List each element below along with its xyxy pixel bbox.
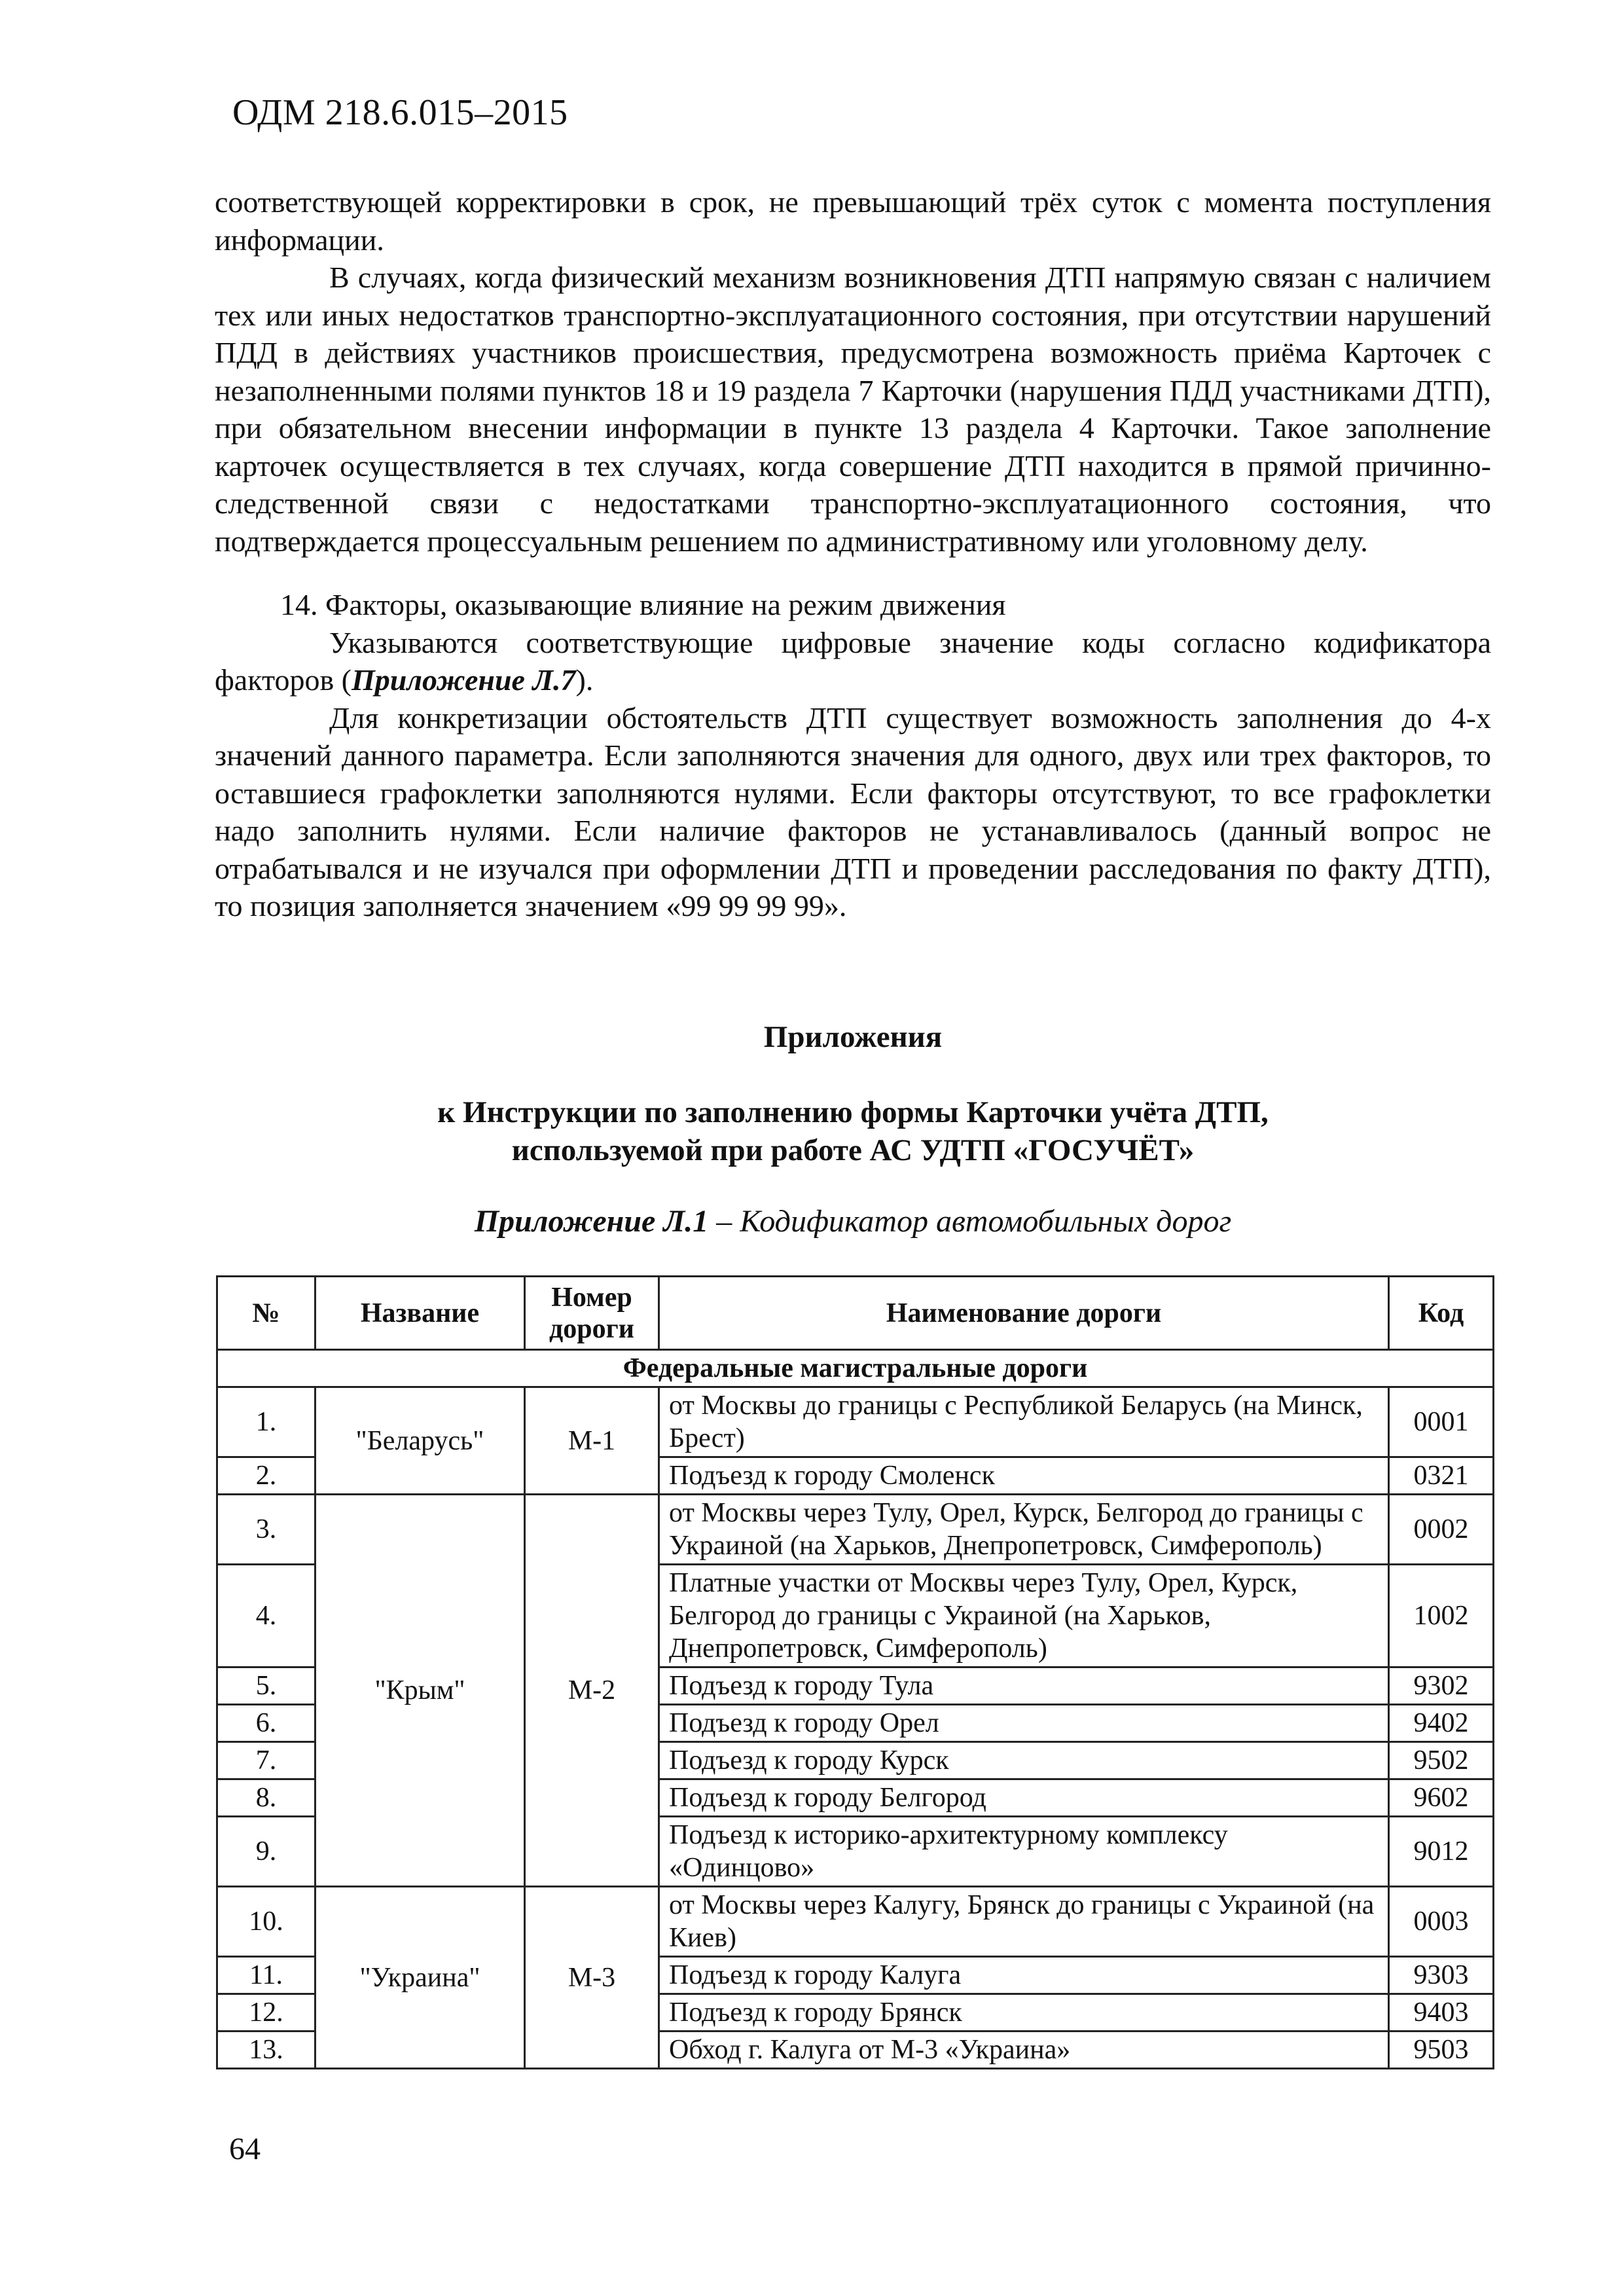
header-road-number: Номер дороги [525,1277,659,1350]
road-title: "Украина" [316,1887,525,2069]
road-number: М-3 [525,1887,659,2069]
road-name: Подъезд к городу Курск [659,1742,1389,1779]
section-row [217,1350,1494,1387]
road-code: 0003 [1389,1887,1494,1957]
document-code-header: ОДМ 218.6.015–2015 [232,92,568,133]
road-codifier-table [216,1275,1494,2069]
subheading-line: используемой при работе АС УДТП «ГОСУЧЁТ» [511,1133,1195,1167]
road-name: Подъезд к городу Белгород [659,1779,1389,1817]
road-code: 9303 [1389,1957,1494,1994]
appendix-subheading [215,1093,1491,1169]
table-caption [215,1203,1491,1239]
row-num: 9. [217,1817,316,1887]
road-name: Подъезд к городу Калуга [659,1957,1389,1994]
table-row [217,1387,1494,1457]
road-title: "Крым" [316,1495,525,1887]
road-code: 9012 [1389,1817,1494,1887]
appendix-reference: Приложение Л.7 [352,663,576,697]
road-code: 0001 [1389,1387,1494,1457]
body-text [215,183,1491,925]
row-num: 6. [217,1705,316,1742]
row-num: 3. [217,1495,316,1565]
road-code: 0321 [1389,1457,1494,1495]
header-code: Код [1389,1277,1494,1350]
section-title: Федеральные магистральные дороги [217,1350,1494,1387]
road-code: 1002 [1389,1565,1494,1667]
road-number: М-1 [525,1387,659,1495]
row-num: 5. [217,1667,316,1705]
table-header-row [217,1277,1494,1350]
row-num: 13. [217,2032,316,2069]
paragraph: соответствующей корректировки в срок, не превышающий трёх суток с момента поступления информации. [215,185,1491,257]
row-num: 4. [217,1565,316,1667]
road-name: Подъезд к историко-архитектурному комплексу «Одинцово» [659,1817,1389,1887]
road-name: от Москвы через Тулу, Орел, Курск, Белгород до границы с Украиной (на Харьков, Днепропетровск, Симферополь) [659,1495,1389,1565]
road-code: 9602 [1389,1779,1494,1817]
paragraph: Для конкретизации обстоятельств ДТП существует возможность заполнения до 4-х значений данного параметра. Если заполняются значения для одного, двух или трех факторов, то оставшиеся графоклетки заполняются нулями. Если факторы отсутствуют, то все графоклетки надо заполнить нулями. Если наличие факторов не устанавливалось (данный вопрос не отрабатывался и не изучался при оформлении ДТП и проведении расследования по факту ДТП), то позиция заполняется значением «99 99 99 99». [215,701,1491,922]
row-num: 10. [217,1887,316,1957]
row-num: 2. [217,1457,316,1495]
row-num: 12. [217,1994,316,2032]
road-name: Подъезд к городу Смоленск [659,1457,1389,1495]
road-code: 9302 [1389,1667,1494,1705]
road-name: Платные участки от Москвы через Тулу, Орел, Курск, Белгород до границы с Украиной (на Харьков, Днепропетровск, Симферополь) [659,1565,1389,1667]
road-code: 9502 [1389,1742,1494,1779]
row-num: 11. [217,1957,316,1994]
header-road-name: Наименование дороги [659,1277,1389,1350]
header-num: № [217,1277,316,1350]
road-name: от Москвы до границы с Республикой Беларусь (на Минск, Брест) [659,1387,1389,1457]
table-row [217,1887,1494,1957]
road-number: М-2 [525,1495,659,1887]
road-title: "Беларусь" [316,1387,525,1495]
item-14-title: 14. Факторы, оказывающие влияние на режим движения [280,588,1006,621]
row-num: 1. [217,1387,316,1457]
caption-reference: Приложение Л.1 [474,1204,709,1239]
road-code: 9402 [1389,1705,1494,1742]
header-name: Название [316,1277,525,1350]
road-code: 0002 [1389,1495,1494,1565]
road-name: Подъезд к городу Брянск [659,1994,1389,2032]
paragraph [215,624,1491,699]
road-name: Подъезд к городу Тула [659,1667,1389,1705]
caption-text: – Кодификатор автомобильных дорог [708,1204,1232,1239]
road-code: 9403 [1389,1994,1494,2032]
paragraph-text: Указываются соответствующие цифровые значение коды согласно кодификатора факторов ( [215,625,1491,697]
road-name: Обход г. Калуга от М-3 «Украина» [659,2032,1389,2069]
road-code: 9503 [1389,2032,1494,2069]
road-name: от Москвы через Калугу, Брянск до границы с Украиной (на Киев) [659,1887,1389,1957]
road-name: Подъезд к городу Орел [659,1705,1389,1742]
page-number: 64 [229,2132,261,2166]
paragraph: В случаях, когда физический механизм возникновения ДТП напрямую связан с наличием тех или иных недостатков транспортно-эксплуатационного состояния, при отсутствии нарушений ПДД в действиях участников происшествия, предусмотрена возможность приёма Карточек с незаполненными полями пунктов 18 и 19 раздела 7 Карточки (нарушения ПДД участниками ДТП), при обязательном внесении информации в пункте 13 раздела 4 Карточки. Такое заполнение карточек осуществляется в тех случаях, когда совершение ДТП находится в прямой причинно-следственной связи с недостатками транспортно-эксплуатационного состояния, что подтверждается процессуальным решением по административному или уголовному делу. [215,261,1491,558]
row-num: 8. [217,1779,316,1817]
table-row [217,1495,1494,1565]
appendix-heading: Приложения [763,1020,943,1054]
row-num: 7. [217,1742,316,1779]
subheading-line: к Инструкции по заполнению формы Карточки учёта ДТП, [437,1095,1269,1129]
paragraph-text: ). [575,663,594,697]
